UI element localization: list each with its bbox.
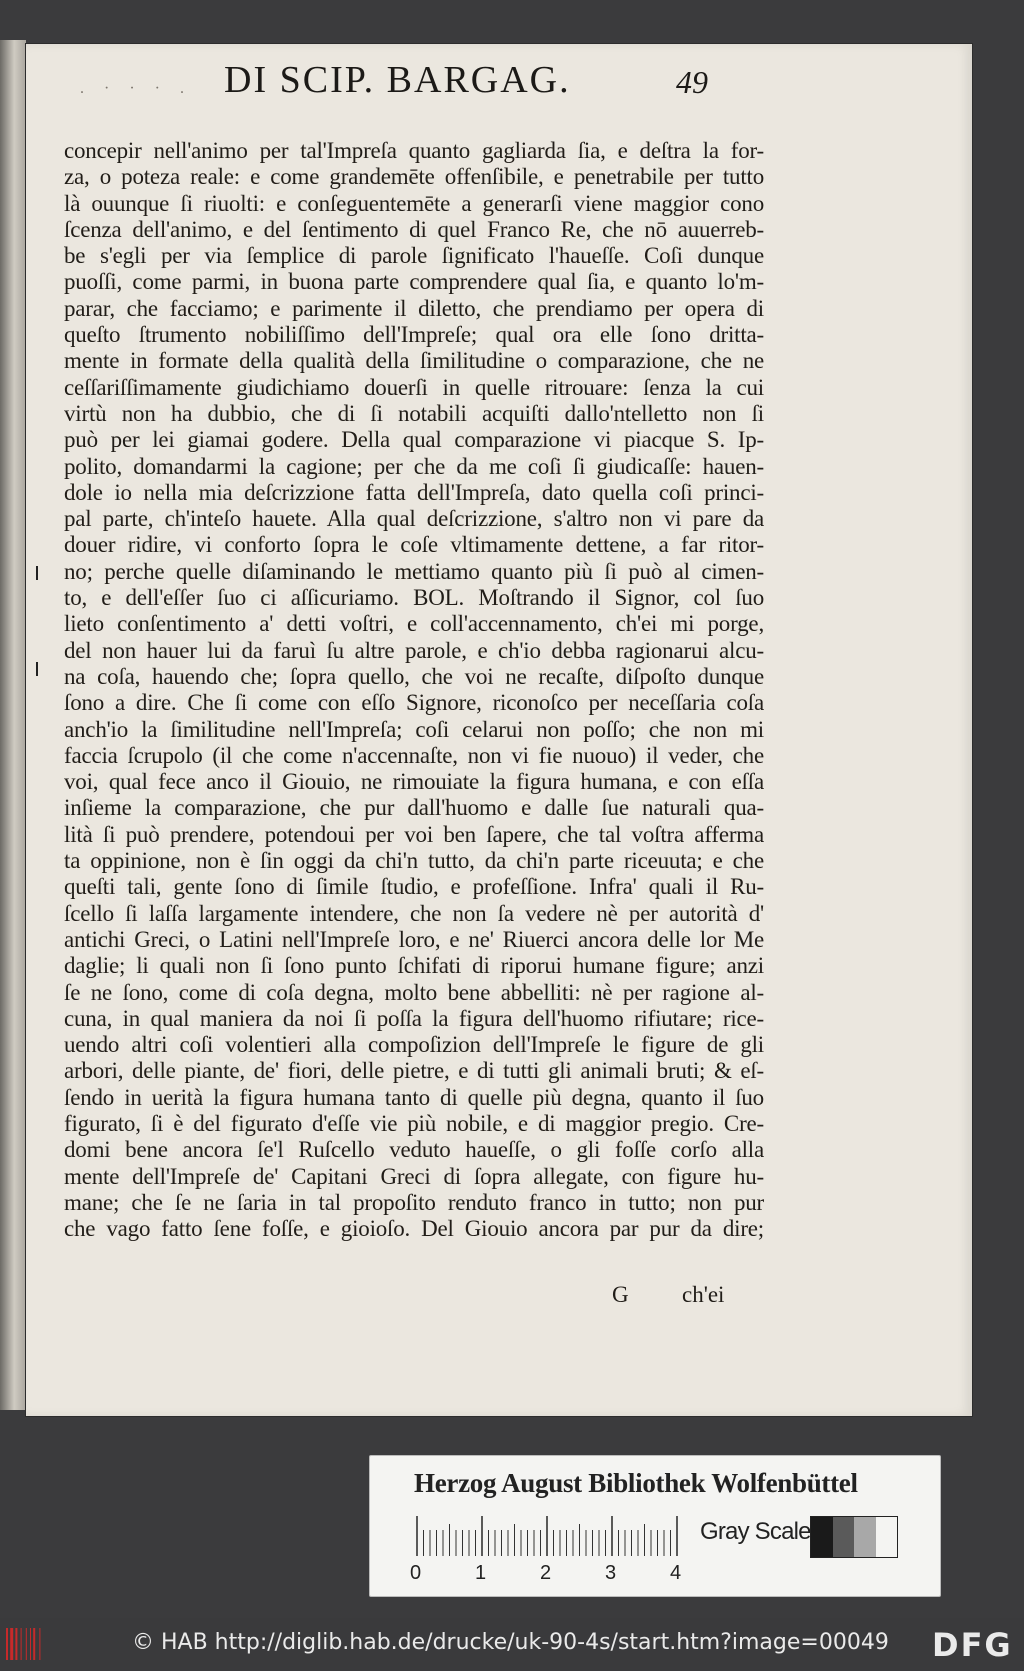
ruler-label: 3 [605,1562,617,1584]
text-line: domi bene ancora ſe'l Ruſcello veduto haueſſe, o gli foſſe corſo alla [64,1137,764,1163]
barcode-bar [10,1628,13,1660]
text-line: no; perche quelle diſaminando le mettiamo quanto più ſi può al cimen- [64,558,764,584]
text-line: daglie; li quali non ſi ſono punto ſchifati di riporui humane figure; anzi [64,953,764,979]
body-text [64,138,764,1242]
ruler-label: 0 [410,1562,422,1584]
page-header [80,58,740,118]
running-head: DI SCIP. BARGAG. [224,59,571,101]
text-line: là ouunque ſi riuolti: e conſeguentemēte a generarſi viene maggior cono [64,190,764,216]
signature-mark: G [612,1282,629,1307]
text-line: del non hauer lui da faruì ſu altre parole, e ch'io debba ragionarui alcu- [64,637,764,663]
text-line: queſti tali, gente ſono di ſimile ſtudio, e profeſſione. Infra' quali il Ru- [64,874,764,900]
text-line: douer ridire, vi conforto ſopra le coſe vltimamente dettene, a far ritor- [64,532,764,558]
grayscale-swatch [833,1517,855,1557]
text-line: queſto ſtrumento nobiliſſimo dell'Impreſe; qual ora elle ſono dritta- [64,322,764,348]
grayscale-label: Gray Scale [700,1518,811,1545]
margin-mark [36,662,38,676]
barcode-bar [26,1628,27,1660]
text-line: inſieme la comparazione, che pur dall'huomo e dalle ſue naturali qua- [64,795,764,821]
text-line: anch'io la ſimilitudine nell'Impreſa; coſi celarui non poſſo; che non mi [64,716,764,742]
grayscale-swatches [810,1516,898,1558]
copyright-link[interactable]: © HAB http://diglib.hab.de/drucke/uk-90-4s/start.htm?image=00049 [132,1630,889,1655]
text-line: to, e dell'eſſer ſuo ci aſſicuriamo. BOL. Moſtrando il Signor, col ſuo [64,585,764,611]
text-line: ſcello ſi laſſa largamente intendere, che non ſa vedere nè per autorità d' [64,900,764,926]
text-line: na coſa, hauendo che; ſopra quello, che voi ne recaſte, diſpoſto dunque [64,663,764,689]
ruler-labels [410,1562,710,1586]
barcode-icon [6,1628,44,1660]
grayscale-swatch [876,1517,898,1557]
library-name: Herzog August Bibliothek Wolfenbüttel [414,1468,858,1498]
text-line: voi, qual fece anco il Giouio, ne rimouiate la figura humana, e con eſſa [64,769,764,795]
grayscale-swatch [811,1517,833,1557]
text-line: za, o poteza reale: e come grandemēte offenſibile, e penetrabile per tutto [64,164,764,190]
grayscale-swatch [854,1517,876,1557]
footer-bar [0,1618,1024,1671]
text-line: lieto conſentimento a' detti voſtri, e coll'accennamento, ch'ei mi porge, [64,611,764,637]
text-line: parar, che facciamo; e parimente il diletto, che prendiamo per opera di [64,295,764,321]
barcode-bar [33,1628,35,1660]
barcode-bar [15,1628,17,1660]
text-line: ſe ne ſono, come di coſa degna, molto bene abbelliti: nè per ragione al- [64,979,764,1005]
ruler-label: 4 [670,1562,682,1584]
text-line: be s'egli per via ſemplice di parole ſignificato l'haueſſe. Coſi dunque [64,243,764,269]
text-line: ceſſariſſimamente giudichiamo douerſi in quelle ritrouare: ſenza la cui [64,374,764,400]
text-line: mane; che ſe ne ſaria in tal propoſito renduto franco in tutto; non pur [64,1189,764,1215]
text-line: puoſſi, come parmi, in buona parte comprendere qual ſia, e quanto lo'm- [64,269,764,295]
text-line: mente in formate della qualità della ſimilitudine o comparazione, che ne [64,348,764,374]
barcode-bar [21,1628,22,1660]
page-number: 49 [676,64,708,100]
text-line: figurato, ſi è del figurato d'eſſe vie più nobile, e di maggior pregio. Cre- [64,1110,764,1136]
text-line: può per lei giamai godere. Della qual comparazione vi piacque S. Ip- [64,427,764,453]
color-target-card [369,1455,941,1597]
text-line: dole io nella mia deſcrizzione fatta dell'Impreſa, dato quella coſi princi- [64,479,764,505]
barcode-bar [39,1628,40,1660]
text-line: virtù non ha dubbio, che di ſi notabili acquiſti dallo'ntelletto non ſi [64,400,764,426]
text-line: cuna, in qual maniera da noi ſi poſſa la figura dell'huomo rifiutare; rice- [64,1005,764,1031]
text-line: polito, domandarmi la cagione; per che da me coſi ſi giudicaſſe: hauen- [64,453,764,479]
text-line: lità ſi può prendere, potendoui per voi ben ſapere, che tal voſtra afferma [64,821,764,847]
dfg-logo: DFG [932,1626,1013,1664]
text-line: che vago fatto ſene foſſe, e gioioſo. Del Giouio ancora par pur da dire; [64,1216,764,1242]
text-line: uendo altri coſi volentieri alla compoſizion dell'Impreſe le figure de gli [64,1032,764,1058]
left-page-edge [0,40,26,1410]
text-line: antichi Greci, o Latini nell'Impreſe loro, e ne' Riuerci ancora delle lor Me [64,926,764,952]
margin-mark [36,566,38,580]
ruler-label: 1 [475,1562,487,1584]
text-line: mente dell'Impreſe de' Capitani Greci di ſopra allegate, con figure hu- [64,1163,764,1189]
text-line: concepir nell'animo per tal'Impreſa quanto gagliarda ſia, e deſtra la for- [64,138,764,163]
text-line: ſendo in uerità la figura humana tanto di quelle più degna, quanto il ſuo [64,1084,764,1110]
text-line: pal parte, ch'inteſo hauete. Alla qual deſcrizzione, s'altro non vi pare da [64,506,764,532]
barcode-bar [6,1628,8,1660]
text-line: ta oppinione, non è ſin oggi da chi'n tutto, da chi'n parte riceuuta; e che [64,848,764,874]
text-line: arbori, delle piante, de' fiori, delle pietre, e di tutti gli animali bruti; & eſ- [64,1058,764,1084]
text-line: ſono a dire. Che ſi come con eſſo Signore, riconoſco per neceſſaria coſa [64,690,764,716]
text-line: faccia ſcrupolo (il che come n'accennaſte, non vi fie nuouo) il veder, che [64,742,764,768]
ruler-label: 2 [540,1562,552,1584]
text-line: ſcenza dell'animo, e del ſentimento di quel Franco Re, che nō auuerreb- [64,216,764,242]
catchword: ch'ei [682,1282,725,1307]
ruler [415,1516,683,1556]
barcode-bar [30,1628,31,1660]
header-dots: . · · · . [80,80,192,97]
